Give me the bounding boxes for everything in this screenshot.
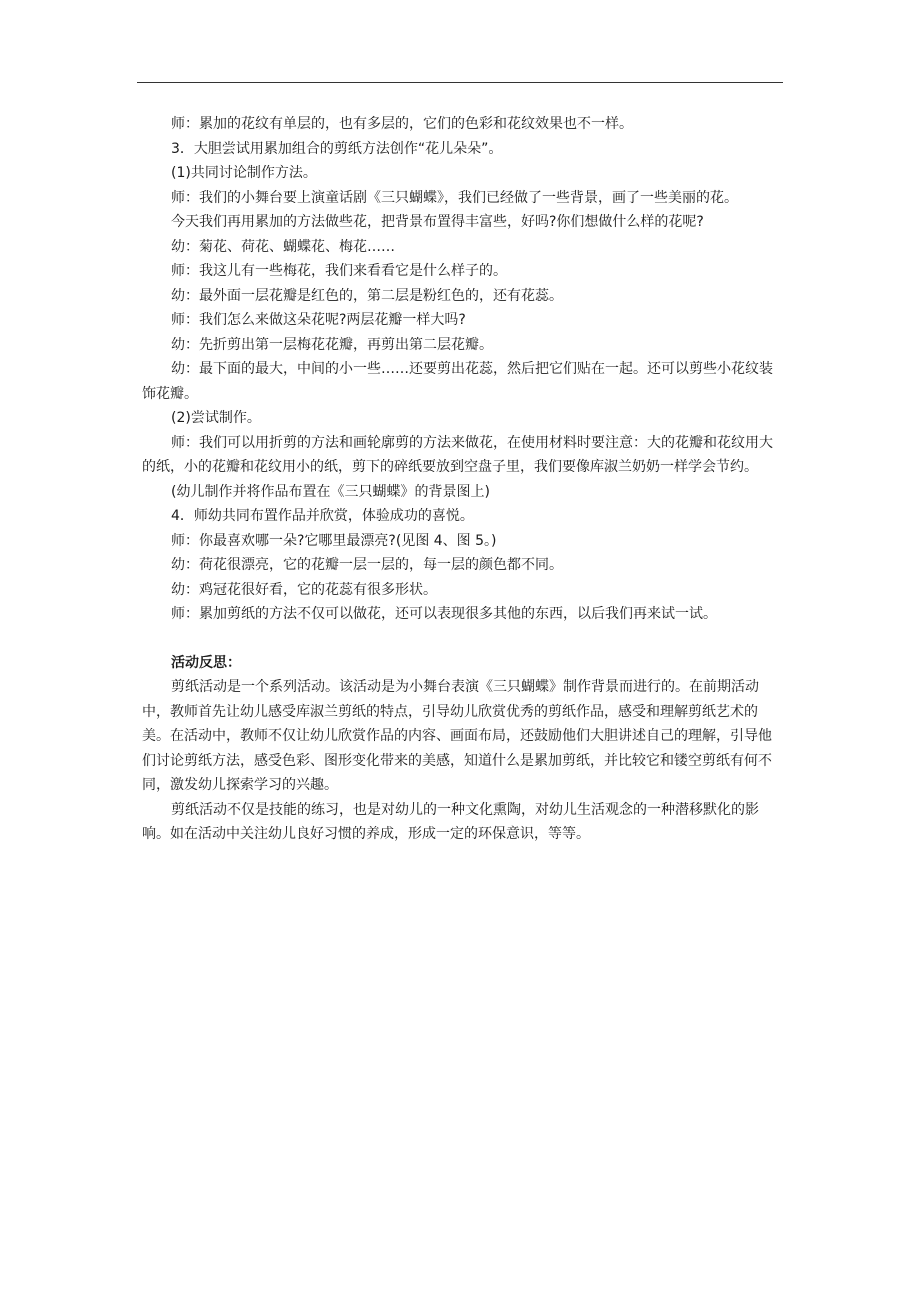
paragraph: 4．师幼共同布置作品并欣赏，体验成功的喜悦。: [171, 508, 474, 524]
paragraph: 师：我们怎么来做这朵花呢?两层花瓣一样大吗?: [171, 312, 466, 328]
paragraph: 幼：先折剪出第一层梅花花瓣，再剪出第二层花瓣。: [171, 336, 493, 353]
paragraph: 师：我们的小舞台要上演童话剧《三只蝴蝶》，我们已经做了一些背景，画了一些美丽的花。: [171, 189, 738, 206]
paragraph: 师：我这儿有一些梅花，我们来看看它是什么样子的。: [171, 263, 507, 279]
paragraph: 师：你最喜欢哪一朵?它哪里最漂亮?(见图 4、图 5。): [171, 532, 497, 549]
paragraph: 幼：荷花很漂亮，它的花瓣一层一层的，每一层的颜色都不同。: [171, 557, 563, 573]
paragraph: 剪纸活动是一个系列活动。该活动是为小舞台表演《三只蝴蝶》制作背景而进行的。在前期活动中，教师首先让幼儿感受库淑兰剪纸的特点，引导幼儿欣赏优秀的剪纸作品，感受和理解剪纸艺术的美。在活动中，教师不仅让幼儿欣赏作品的内容、画面布局，还鼓励他们大胆讲述自己的理解，引导他们讨论剪纸方法，感受色彩、图形变化带来的美感，知道什么是累加剪纸，并比较它和镂空剪纸有何不同，激发幼儿探索学习的兴趣。: [142, 679, 772, 793]
paragraph: 师：累加的花纹有单层的，也有多层的，它们的色彩和花纹效果也不一样。: [171, 116, 633, 132]
paragraph: 师：累加剪纸的方法不仅可以做花，还可以表现很多其他的东西，以后我们再来试一试。: [171, 606, 717, 622]
paragraph: 幼：菊花、荷花、蝴蝶花、梅花……: [171, 238, 395, 255]
paragraph: 师：我们可以用折剪的方法和画轮廓剪的方法来做花，在使用材料时要注意：大的花瓣和花纹用大的纸，小的花瓣和花纹用小的纸，剪下的碎纸要放到空盘子里，我们要像库淑兰奶奶一样学会节约。: [142, 434, 773, 475]
paragraph: 今天我们再用累加的方法做些花，把背景布置得丰富些，好吗?你们想做什么样的花呢?: [171, 214, 704, 230]
reflection-heading: 活动反思：: [171, 654, 241, 671]
paragraph: (2)尝试制作。: [171, 410, 261, 426]
paragraph: 3．大胆尝试用累加组合的剪纸方法创作“花儿朵朵”。: [171, 140, 503, 157]
paragraph: 幼：鸡冠花很好看，它的花蕊有很多形状。: [171, 581, 437, 598]
paragraph: (幼儿制作并将作品布置在《三只蝴蝶》的背景图上): [171, 483, 490, 500]
paragraph: 幼：最下面的最大，中间的小一些……还要剪出花蕊，然后把它们贴在一起。还可以剪些小花纹装饰花瓣。: [142, 361, 773, 402]
paragraph: 幼：最外面一层花瓣是红色的，第二层是粉红色的，还有花蕊。: [171, 287, 563, 304]
paragraph: (1)共同讨论制作方法。: [171, 165, 317, 181]
paragraph: 剪纸活动不仅是技能的练习，也是对幼儿的一种文化熏陶，对幼儿生活观念的一种潜移默化的影响。如在活动中关注幼儿良好习惯的养成，形成一定的环保意识，等等。: [142, 801, 759, 842]
header-rule: [137, 82, 783, 83]
document-body: [142, 112, 782, 847]
